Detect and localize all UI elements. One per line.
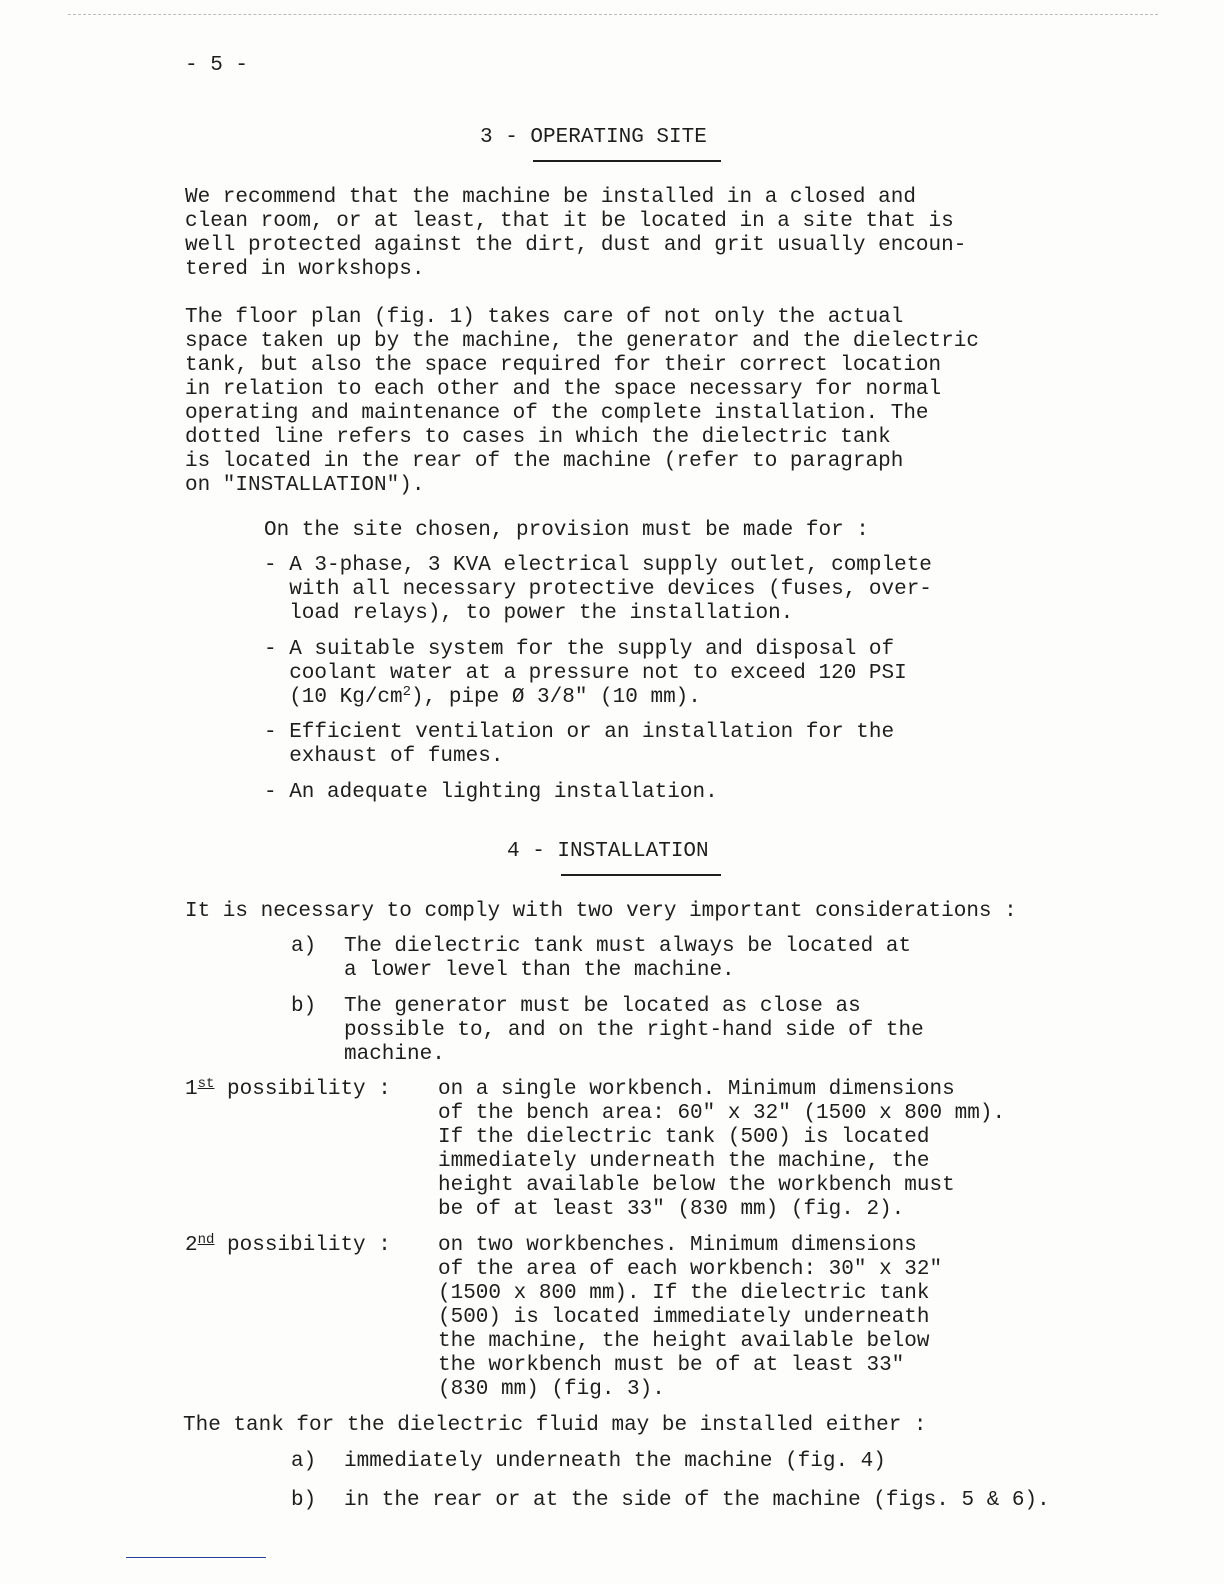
possibility-1-ordinal: st [197,1076,215,1092]
possibility-2-ordinal: nd [197,1232,215,1248]
consideration-a-label: a) [291,935,317,958]
installation-intro: It is necessary to comply with two very important considerations : [185,900,1017,923]
possibility-1-label: 1st possibility : [185,1076,391,1101]
provision-item-coolant: - A suitable system for the supply and disposal of coolant water at a pressure not to exceed 120 PSI [264,638,907,685]
page-bottom-rule [126,1557,266,1558]
section-3-paragraph-2: The floor plan (fig. 1) takes care of not only the actual space taken up by the machine, the generator and the dielectric tank, but also the space required for their correct location in relation to each other and the space necessary for normal operating and maintenance of the complete installation. The dotted line refers to cases in which the dielectric tank is located in the rear of the machine (refer to paragraph on "INSTALLATION"). [185,306,979,497]
pipe-superscript: 2 [402,684,412,700]
tank-option-b-label: b) [291,1489,317,1512]
section-4-heading: 4 - INSTALLATION [507,840,709,863]
tank-option-a-text: immediately underneath the machine (fig. 4) [344,1450,886,1473]
section-4-heading-underline [561,874,721,876]
provision-item-ventilation: - Efficient ventilation or an installation for the exhaust of fumes. [264,721,895,768]
consideration-b-text: The generator must be located as close as possible to, and on the right-hand side of the machine. [344,995,924,1066]
section-3-paragraph-1: We recommend that the machine be installed in a closed and clean room, or at least, that it be located in a site that is well protected against the dirt, dust and grit usually encoun- tered in workshops. [185,186,967,281]
section-3-heading-underline [533,160,721,162]
tank-option-b-text: in the rear or at the side of the machine (figs. 5 & 6). [344,1489,1050,1512]
consideration-b-label: b) [291,995,317,1018]
page-top-rule [68,14,1158,15]
provision-item-lighting: - An adequate lighting installation. [264,781,718,804]
possibility-2-text: on two workbenches. Minimum dimensions of the area of each workbench: 30" x 32" (1500 x 800 mm). If the dielectric tank (500) is located immediately underneath the machine, the height available below the workbench must be of at least 33" (830 mm) (fig. 3). [438,1234,943,1401]
pipe-line-start: (10 Kg/cm [264,686,403,709]
provision-item-electrical: - A 3-phase, 3 KVA electrical supply outlet, complete with all necessary protective devices (fuses, over- load relays), to power the installation. [264,554,932,625]
consideration-a-text: The dielectric tank must always be located at a lower level than the machine. [344,935,912,982]
section-3-heading: 3 - OPERATING SITE [480,126,707,149]
pipe-line-end: ), pipe Ø 3/8" (10 mm). [411,686,701,709]
tank-option-a-label: a) [291,1450,317,1473]
page-number: - 5 - [185,54,249,77]
possibility-2-label: 2nd possibility : [185,1232,391,1257]
tank-intro: The tank for the dielectric fluid may be installed either : [183,1414,927,1437]
possibility-1-text: on a single workbench. Minimum dimensions of the bench area: 60" x 32" (1500 x 800 mm). If the dielectric tank (500) is located immediately underneath the machine, the height available below the workbench must be of at least 33" (830 mm) (fig. 2). [438,1078,1006,1221]
provision-item-coolant-pipe [264,686,701,710]
provision-intro: On the site chosen, provision must be made for : [264,519,869,542]
